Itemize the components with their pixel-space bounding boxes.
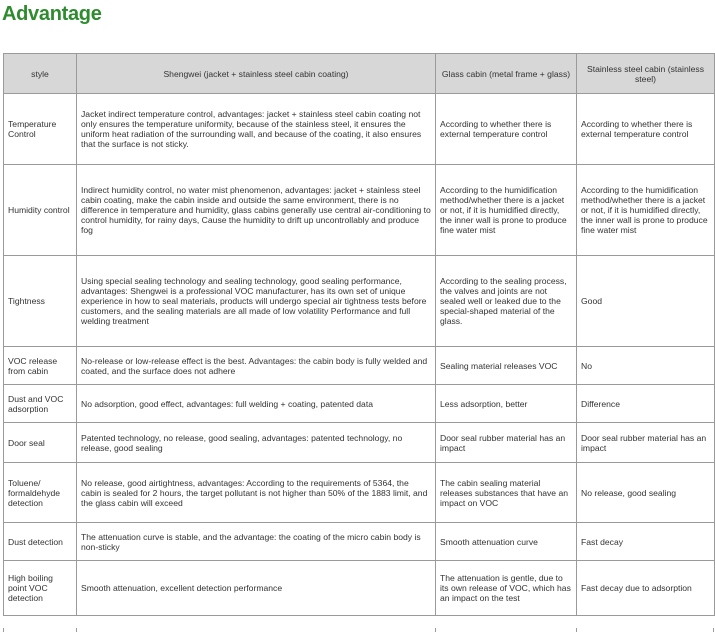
table-header-row xyxy=(4,54,715,94)
shengwei-cell: No adsorption, good effect, advantages: full welding + coating, patented data xyxy=(77,385,436,423)
table-row xyxy=(4,561,715,616)
shengwei-cell: No release, good airtightness, advantages: According to the requirements of 5364, the cabin is sealed for 2 hours, the target pollutant is not higher than 50% of the 1883 limit, and the glass cabin will exceed xyxy=(77,463,436,523)
steel-cabin-cell: Good xyxy=(577,256,715,347)
header-glass-cabin: Glass cabin (metal frame + glass) xyxy=(436,54,577,94)
table-row xyxy=(4,256,715,347)
header-style: style xyxy=(4,54,77,94)
table-continuation xyxy=(3,628,714,632)
steel-cabin-cell: No release, good sealing xyxy=(577,463,715,523)
row-style-cell: Dust detection xyxy=(4,523,77,561)
table-row xyxy=(4,463,715,523)
steel-cabin-cell: Fast decay xyxy=(577,523,715,561)
steel-cabin-cell: Difference xyxy=(577,385,715,423)
row-style-cell: Humidity control xyxy=(4,165,77,256)
glass-cabin-cell: Smooth attenuation curve xyxy=(436,523,577,561)
shengwei-cell: Patented technology, no release, good sealing, advantages: patented technology, no release, good sealing xyxy=(77,423,436,463)
row-style-cell: VOC release from cabin xyxy=(4,347,77,385)
glass-cabin-cell: The attenuation is gentle, due to its own release of VOC, which has an impact on the test xyxy=(436,561,577,616)
steel-cabin-cell: According to the humidification method/whether there is a jacket or not, if it is humidified directly, the inner wall is prone to produce fine water mist xyxy=(577,165,715,256)
table-row xyxy=(4,94,715,165)
row-style-cell: High boiling point VOC detection xyxy=(4,561,77,616)
glass-cabin-cell: According to whether there is external temperature control xyxy=(436,94,577,165)
table-row xyxy=(4,165,715,256)
table-row xyxy=(4,423,715,463)
steel-cabin-cell: Fast decay due to adsorption xyxy=(577,561,715,616)
table-row xyxy=(4,523,715,561)
glass-cabin-cell: Sealing material releases VOC xyxy=(436,347,577,385)
shengwei-cell: Indirect humidity control, no water mist phenomenon, advantages: jacket + stainless steel cabin coating, make the cabin inside and outside the same environment, there is no difference in temperature and humidity, glass cabins generally use central air-conditioning to control humidity, for rainy days, Cause the humidity to drift up uncontrollably and produce fog xyxy=(77,165,436,256)
glass-cabin-cell: According to the sealing process, the valves and joints are not sealed well or leaked due to the special-shaped material of the glass. xyxy=(436,256,577,347)
header-steel-cabin: Stainless steel cabin (stainless steel) xyxy=(577,54,715,94)
steel-cabin-cell: According to whether there is external temperature control xyxy=(577,94,715,165)
shengwei-cell: Jacket indirect temperature control, advantages: jacket + stainless steel cabin coating not only ensures the temperature uniformity, because of the stainless steel, it ensures the uniform heat radiation of the surrounding wall, and because of the coating, it also ensures that the surface is not sticky. xyxy=(77,94,436,165)
glass-cabin-cell: Door seal rubber material has an impact xyxy=(436,423,577,463)
glass-cabin-cell: According to the humidification method/whether there is a jacket or not, if it is humidified directly, the inner wall is prone to produce fine water mist xyxy=(436,165,577,256)
steel-cabin-cell: Door seal rubber material has an impact xyxy=(577,423,715,463)
row-style-cell: Door seal xyxy=(4,423,77,463)
shengwei-cell: Smooth attenuation, excellent detection performance xyxy=(77,561,436,616)
page-title: Advantage xyxy=(2,3,102,25)
glass-cabin-cell: Less adsorption, better xyxy=(436,385,577,423)
table-row xyxy=(4,385,715,423)
steel-cabin-cell: No xyxy=(577,347,715,385)
comparison-table xyxy=(3,53,715,616)
glass-cabin-cell: The cabin sealing material releases substances that have an impact on VOC xyxy=(436,463,577,523)
row-style-cell: Tightness xyxy=(4,256,77,347)
row-style-cell: Dust and VOC adsorption xyxy=(4,385,77,423)
header-shengwei: Shengwei (jacket + stainless steel cabin coating) xyxy=(77,54,436,94)
shengwei-cell: No-release or low-release effect is the best. Advantages: the cabin body is fully welded and coated, and the surface does not adhere xyxy=(77,347,436,385)
row-style-cell: Temperature Control xyxy=(4,94,77,165)
table-row xyxy=(4,347,715,385)
shengwei-cell: Using special sealing technology and sealing technology, good sealing performance, advantages: Shengwei is a professional VOC manufacturer, has its own set of unique experience in how to seal materials, products will undergo special air tightness tests before customers, and the sealing materials are all made of low volatility Performance and full welding treatment xyxy=(77,256,436,347)
row-style-cell: Toluene/ formaldehyde detection xyxy=(4,463,77,523)
shengwei-cell: The attenuation curve is stable, and the advantage: the coating of the micro cabin body is non-sticky xyxy=(77,523,436,561)
